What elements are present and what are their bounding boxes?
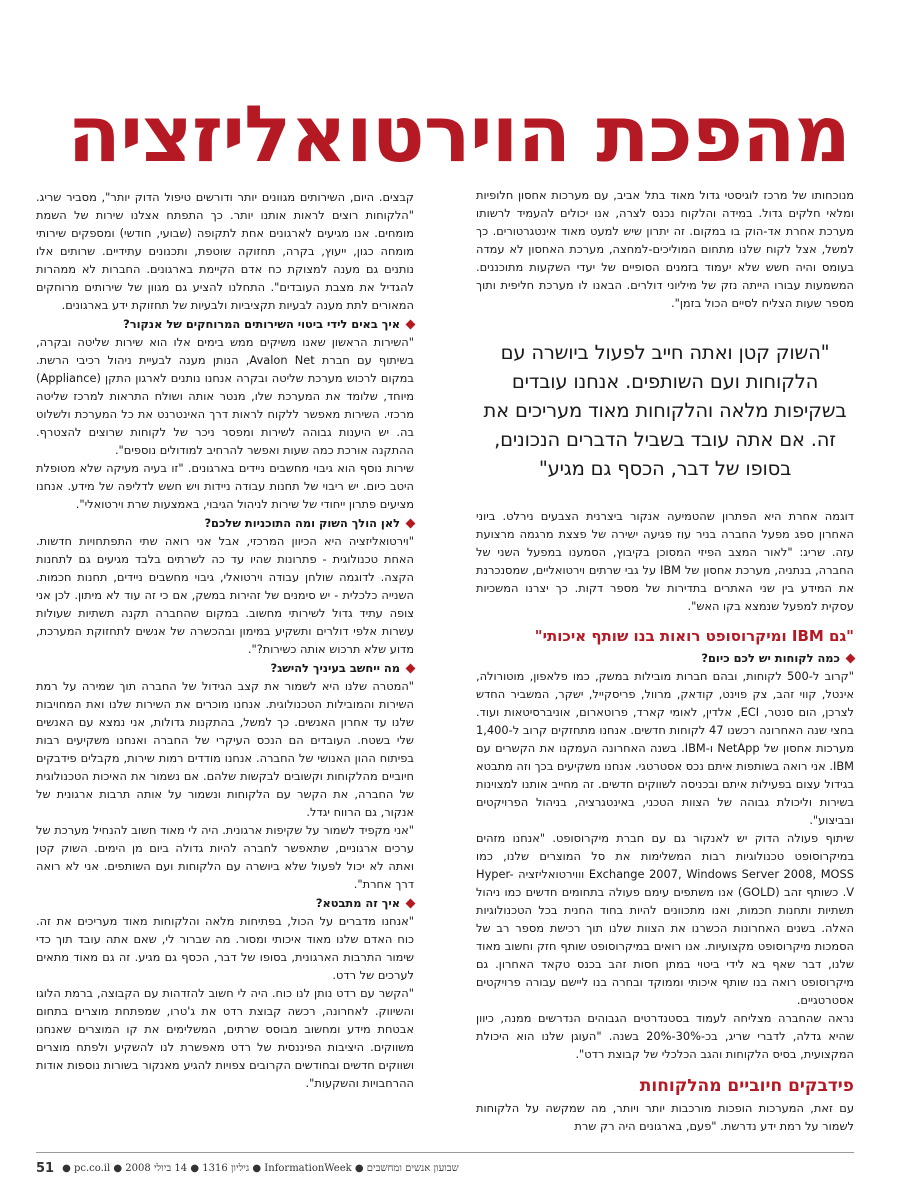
paragraph: "וירטואליזציה היא הכיוון המרכזי, אבל אני רואה שתי התפתחויות חדשות. האחת טכנולוגית - פתרונות שהיו עד כה לשרתים בלבד מגיעים גם לתחנות הקצה. לדוגמה שולחן עבודה וירטואלי, גיבוי מחשבים ניידים, תחנות חכמות. השנייה כלכלית - יש סימנים של זהירות במשק, אם כי זה עוד לא מיתון. לכן אני צופה עתיד גדול לשירותי מחשוב. במקום שהחברה תקנה תשתיות שעולות עשרות אלפי דולרים ותשקיע במימון ובהכשרה של אנשים לתחזוקת המערכת, מדוע שלא תרכוש אותה כשירות?". — [36, 534, 414, 656]
paragraph: "המטרה שלנו היא לשמור את קצב הגידול של החברה תוך שמירה על רמת השירות והמובילות הטכנולוגית. אנחנו מוכרים את השירות שלנו ואת המחויבות שלנו עד אחרון האנשים. כך למשל, בהתקנות גדולות, אני נמצא עם האנשים שלי בשטח. העובדים הם הנכס העיקרי של החברה ואנחנו משקיעים רבות בפיתוח ההון האנושי של החברה. אנחנו מודדים רמות שירות, מקבלים פידבקים חיוביים מהלקוחות וקשובים לבקשות שלהם. אם נשמור את האיכות הטכנולוגית של החברה, את הקשר עם הלקוחות ונשמור על אותה תרבות ארגונית של אנקור, גם הרווח יגדל. — [36, 679, 414, 819]
paragraph: שירות נוסף הוא גיבוי מחשבים ניידים בארגונים. "זו בעיה מעיקה שלא מטופלת היטב כיום. יש ריבוי של תחנות עבודה ניידות ויש חשש לדליפה של מידע. אנחנו מציעים פתרון ייחודי של שירות לניהול הגיבוי, באמצעות שרת וירטואלי". — [36, 461, 414, 511]
question-text: לאן הולך השוק ומה התוכניות שלכם? — [204, 516, 400, 530]
paragraph: "השירות הראשון שאנו משיקים ממש בימים אלו הוא שירות שליטה ובקרה, בשיתוף עם חברת Avalon Net, הנותן מענה לבעיית ניהול רכיבי הרשת. במקום לרכוש מערכת שליטה ובקרה אנחנו נותנים לארגון התקן (Appliance) מיוחד, שלומד את המערכת שלו, מנטר אותה ושולח התראות למרכז שליטה מרכזי. השירות מאפשר ללקוח לראות דרך האינטרנט את כל המערכת ולשלוט בה. יש היענות גבוהה לשירות ומפסר ניכר של לקוחות שרוצים להצטרף. ההתקנה אורכת כמה שעות ואפשר להרחיב למודולים נוספים". — [36, 335, 414, 457]
question — [36, 894, 414, 912]
diamond-bullet-icon — [406, 319, 416, 329]
section-subhead: "גם IBM ומיקרוסופט רואות בנו שותף איכותי" — [534, 627, 854, 645]
paragraph: מנוכחותו של מרכז לוגיסטי גדול מאוד בתל אביב, עם מערכות אחסון חלופיות ומלאי חלקים גדול. במידה והלקוח נכנס לצרה, אנו יכולים להעמיד לרשותו מערכת אחרת אד-הוק בו במקום. זה יתרון שיש למעט מאוד אינטגרטורים. כך למשל, אצל לקוח שלנו מתחום המוליכים-למחצה, מערכת האחסון לא עמדה בעומס והיה חשש שלא יעמוד בזמנים הסופיים של יעדי השקעות מתוכננים. המשמעות עבורו הייתה נזק של מיליוני דולרים. הבאנו לו מערכת חליפית ותוך מספר שעות הצליח לסיים הכול בזמן". — [476, 188, 854, 310]
question-text: מה ייחשב בעיניך להישג? — [270, 661, 400, 675]
footer-publication-line: שבועון אנשים ומחשבים ● InformationWeek ● גיליון 1316 ● 14 ביולי 2008 ● pc.co.il ● — [62, 1163, 459, 1174]
question — [36, 315, 414, 333]
question-text: כמה לקוחות יש לכם כיום? — [701, 651, 840, 665]
diamond-bullet-icon — [406, 898, 416, 908]
article-title: מהפכת הוירטואליזציה — [67, 90, 850, 180]
question — [36, 514, 414, 532]
paragraph: "אנחנו מדברים על הכול, בפתיחות מלאה והלקוחות מאוד מעריכים את זה. כוח האדם שלנו מאוד איכותי ומסור. מה שברור לי, שאם אתה עובד תוך כדי שימור התרבות הארגונית, בסופו של דבר, הכסף גם מגיע. זה גם מאוד מתאים לערכים של רדט. — [36, 914, 414, 982]
section-subhead: פידבקים חיוביים מהלקוחות — [639, 1076, 854, 1096]
left-column — [36, 188, 414, 1092]
paragraph: "הקשר עם רדט נותן לנו כוח. היה לי חשוב להזדהות עם הקבוצה, ברמת הלוגו והשיווק. לאחרונה, רכשה קבוצת רדט את ג'טרו, שמפתחת מוצרים בתחום אבטחת מידע ומחשוב מבוסס שרתים, המשלימים את קו המוצרים שאנחנו משווקים. היציבות הפיננסית של רדט מאפשרת לנו להשקיע ולפתח מוצרים ושווקים חדשים ובחודשים הקרובים צפויות להגיע מאנקור בשורות נוספות אודות ההרחבויות והשקעות". — [36, 986, 414, 1090]
paragraph: "אני מקפיד לשמור על שקיפות ארגונית. היה לי מאוד חשוב להנחיל מערכת של ערכים ארגוניים, שתאפשר לחברה להיות גדולה ביום מן הימים. השוק קטן ואתה לא יכול לפעול שלא ביושרה עם הלקוחות ועם השותפים. אני לא רואה דרך אחרת". — [36, 823, 414, 891]
paragraph: עם זאת, המערכות הופכות מורכבות יותר ויותר, מה שמקשה על הלקוחות לשמור על רמת ידע נדרשת. "פעם, בארגונים היה רק שרת — [476, 1101, 854, 1133]
diamond-bullet-icon — [406, 518, 416, 528]
paragraph: דוגמה אחרת היא הפתרון שהטמיעה אנקור ביצרנית הצבעים נירלט. ביוני האחרון ספג מפעל החברה בניר עוז פגיעה ישירה של פצצת מרגמה מרצועת עזה. שריג: "לאור המצב הפיזי המסוכן בקיבוץ, הסמענו במפעל השני של החברה, בנתניה, מערכת אחסון של IBM על גבי שרתים וירטואליים, שמסנכרנת את המידע בין שני האתרים בתדירות של מספר דקות. כך יצרנו המשכיות עסקית למפעל שנמצא בקו האש". — [476, 509, 854, 613]
paragraph: שיתוף פעולה הדוק יש לאנקור גם עם חברת מיקרוסופט. "אנחנו מזהים במיקרוסופט טכנולוגיות רבות המשלימות את סל המוצרים שלנו, כמו Exchange 2007, Windows Server 2008, MOSS וווירטואליזציה Hyper-V. כשותף זהב (GOLD) אנו משתפים עימם פעולה בתחומים חדשים כמו ניהול תשתיות ותחנות חכמות, ואנו מתכוונים להיות בחוד החנית בכל הטכנולוגיות האלה. בשנים האחרונות הכשרנו את הצוות שלנו תוך רכישת מספר רב של הסמכות מיקרוסופט מקצועיות. אנו רואים במיקרוסופט שותף חזק וחשוב מאוד שלנו, דבר שאף בא לידי ביטוי במתן חסות זהב בכנס טקאד האחרון. גם מיקרוסופט רואה בנו שותף איכותי וממוקד ובחרה בנו ליישם עבורה פרויקטים אסטרטגיים. — [476, 831, 854, 1007]
pull-quote: "השוק קטן ואתה חייב לפעול ביושרה עם הלקוחות ועם השותפים. אנחנו עובדים בשקיפות מלאה והלקוחות מאוד מעריכים את זה. אם אתה עובד בשביל הדברים הנכונים, בסופו של דבר, הכסף גם מגיע" — [483, 341, 847, 480]
paragraph: נראה שהחברה מצליחה לעמוד בסטנדרטים הגבוהים הנדרשים ממנה, כיוון שהיא גדלה, לדברי שריג, בכ-30%-20% בשנה. "העוגן שלנו הוא היכולת המקצועית, בסיס הלקוחות והגב הכלכלי של קבוצת רדט". — [476, 1011, 854, 1061]
question-text: איך זה מתבטא? — [315, 896, 400, 910]
right-column — [476, 186, 854, 1135]
question — [36, 659, 414, 677]
paragraph: "קרוב ל-500 לקוחות, ובהם חברות מובילות במשק, כמו פלאפון, מוטורולה, אינטל, קווי זהב, צק פוינט, קודאק, מרוול, פריסקייל, ישקר, המשביר החדש לצרכן, הום סנטר, ECI, אלדין, לאומי קארד, פרוטארום, אוניברסיטאות ועוד. בחצי שנה האחרונה רכשנו 47 לקוחות חדשים. אנחנו מתחזקים קרוב ל-1,400 מערכות אחסון של NetApp ו-IBM. בשנה האחרונה העמקנו את הקשרים עם IBM. אני רואה בשותפות איתם נכס אסטרטגי. אנחנו משקיעים בכך וזה מתבטא בגידול עצום בפעילות איתם ובכניסה לשווקים חדשים. זה מחייב אותנו למצוינות בשירות וליכולת גבוהה של הצוות הטכני, באינטגרציה, בניהול הפרויקטים ובביצוע". — [476, 669, 854, 827]
question-text: איך באים לידי ביטוי השירותים המרוחקים של אנקור? — [123, 317, 400, 331]
diamond-bullet-icon — [846, 653, 856, 663]
diamond-bullet-icon — [406, 663, 416, 673]
page-footer — [36, 1152, 854, 1176]
paragraph: קבצים. היום, השירותים מגוונים יותר ודורשים טיפול הדוק יותר", מסביר שריג. "הלקוחות רוצים לראות אותנו יותר. כך התפתח אצלנו שירות של השמת מומחים. אנו מגיעים לארגונים אחת לתקופה (שבועי, חודשי) ומספקים שירותי מומחה כגון, ייעוץ, בקרה, תחזוקה שוטפת, ותכנונים עתידיים. שרותים אלו נותנים גם מענה למצוקת כח אדם הקיימת בארגונים. החברות לא ממהרות להגדיל את מצבת העובדים". התחלנו להציע גם מגוון של שירותים מרוחקים המאורים לתת מענה לבעיות תקציביות ולבעיות של תחזוקת ידע בארגונים. — [36, 190, 414, 312]
page-number: 51 — [36, 1161, 55, 1176]
question — [476, 649, 854, 667]
